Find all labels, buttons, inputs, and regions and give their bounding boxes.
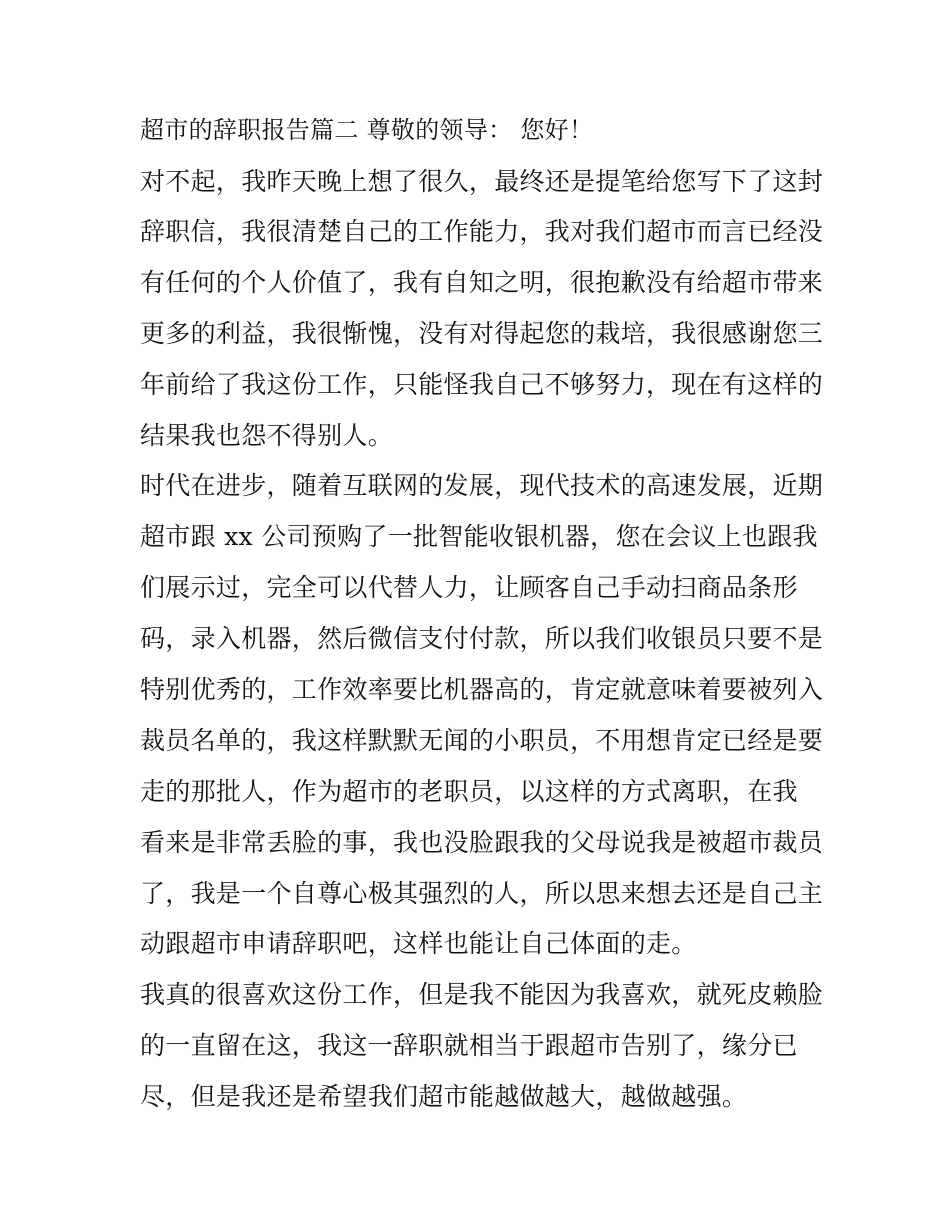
- text-line: 超市跟 xx 公司预购了一批智能收银机器，您在会议上也跟我: [140, 522, 818, 551]
- document-heading: 超市的辞职报告篇二 尊敬的领导： 您好！: [140, 116, 594, 144]
- text-line: 码，录入机器，然后微信支付付款，所以我们收银员只要不是: [140, 624, 824, 653]
- text-line: 更多的利益，我很惭愧，没有对得起您的栽培，我很感谢您三: [140, 319, 824, 348]
- text-line: 尽，但是我还是希望我们超市能越做越大，越做越强。: [140, 1082, 748, 1111]
- text-line: 走的那批人，作为超市的老职员，以这样的方式离职，在我: [140, 777, 798, 806]
- text-line: 辞职信，我很清楚自己的工作能力，我对我们超市而言已经没: [140, 217, 824, 246]
- text-line: 我真的很喜欢这份工作，但是我不能因为我喜欢，就死皮赖脸: [140, 980, 824, 1009]
- text-line: 结果我也怨不得别人。: [140, 421, 394, 450]
- text-line: 特别优秀的，工作效率要比机器高的，肯定就意味着要被列入: [140, 675, 824, 704]
- text-line: 裁员名单的，我这样默默无闻的小职员，不用想肯定已经是要: [140, 726, 824, 755]
- text-line: 们展示过，完全可以代替人力，让顾客自己手动扫商品条形: [140, 573, 798, 602]
- text-line: 看来是非常丢脸的事，我也没脸跟我的父母说我是被超市裁员: [140, 828, 824, 857]
- text-line: 年前给了我这份工作，只能怪我自己不够努力，现在有这样的: [140, 370, 824, 399]
- text-line: 的一直留在这，我这一辞职就相当于跟超市告别了，缘分已: [140, 1031, 798, 1060]
- text-line: 了，我是一个自尊心极其强烈的人，所以思来想去还是自己主: [140, 879, 824, 908]
- text-line: 时代在进步，随着互联网的发展，现代技术的高速发展，近期: [140, 471, 824, 500]
- text-line: 动跟超市申请辞职吧，这样也能让自己体面的走。: [140, 929, 697, 958]
- text-line: 对不起，我昨天晚上想了很久，最终还是提笔给您写下了这封: [140, 167, 824, 196]
- text-line: 有任何的个人价值了，我有自知之明，很抱歉没有给超市带来: [140, 268, 824, 297]
